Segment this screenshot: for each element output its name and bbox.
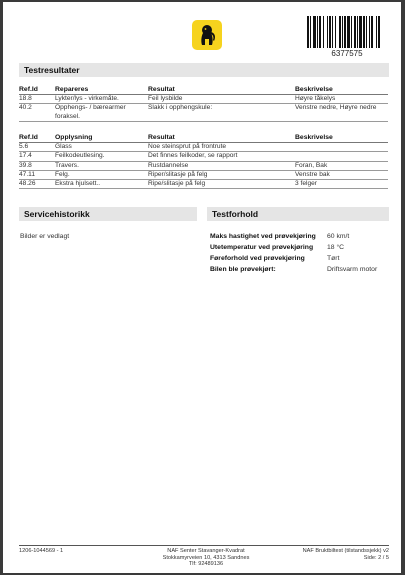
report-page — [3, 2, 401, 573]
table-cell: Felg. — [55, 170, 148, 179]
table-cell: 47.11 — [19, 170, 55, 179]
footer-page-number: Side: 2 / 5 — [363, 554, 389, 561]
lion-icon — [192, 20, 222, 50]
footer-address — [143, 548, 269, 568]
column-header: Opplysning — [55, 134, 148, 143]
condition-label: Utetemperatur ved prøvekjøring — [210, 244, 314, 251]
service-history-text: Bilder er vedlagt — [20, 233, 70, 240]
table-cell: Venstre nedre, Høyre nedre — [295, 104, 388, 122]
footer-center-name: NAF Senter Stavanger-Kvadrat — [167, 548, 245, 554]
table-cell: Opphengs- / bærearmer foraksel. — [55, 104, 148, 122]
condition-row — [210, 266, 390, 277]
table-cell: Slakk i opphengskule: — [148, 104, 295, 122]
repair-table-header-row — [19, 86, 388, 95]
condition-row — [210, 244, 390, 255]
condition-value: 60 km/t — [327, 233, 350, 240]
table-cell: Foran, Bak — [295, 161, 388, 170]
info-table-header-row — [19, 134, 388, 143]
footer-divider — [19, 545, 389, 546]
table-cell — [295, 143, 388, 152]
table-cell: 18.8 — [19, 95, 55, 104]
table-row — [19, 95, 388, 104]
barcode-number: 6377575 — [331, 49, 363, 58]
info-table — [19, 134, 388, 189]
table-row — [19, 170, 388, 179]
condition-row — [210, 255, 390, 266]
table-cell: Ripe/slitasje på felg — [148, 180, 295, 189]
naf-logo — [192, 20, 222, 50]
table-row — [19, 180, 388, 189]
table-cell — [295, 152, 388, 161]
table-cell: 3 felger — [295, 180, 388, 189]
table-cell: Noe steinsprut på frontrute — [148, 143, 295, 152]
table-row — [19, 152, 388, 161]
table-row — [19, 161, 388, 170]
table-cell: Feilkodeutlesing. — [55, 152, 148, 161]
footer-center-street: Stokkamyrveien 10, 4313 Sandnes — [162, 554, 250, 561]
table-cell: Høyre tåkelys — [295, 95, 388, 104]
table-cell: Lykter/lys - virkemåte. — [55, 95, 148, 104]
column-header: Beskrivelse — [295, 86, 388, 95]
table-cell: Glass — [55, 143, 148, 152]
condition-value: 18 °C — [327, 244, 345, 251]
footer-doc-title: NAF Bruktbiltest (tilstandssjekk) v2 — [302, 548, 389, 554]
column-header: Resultat — [148, 134, 295, 143]
table-cell: Feil lysbilde — [148, 95, 295, 104]
condition-label: Maks hastighet ved prøvekjøring — [210, 233, 316, 240]
column-header: Repareres — [55, 86, 148, 95]
test-conditions-table — [210, 233, 390, 277]
barcode — [307, 16, 387, 48]
repair-table — [19, 86, 388, 122]
table-cell: 39.8 — [19, 161, 55, 170]
footer-reference: 1206-1044569 - 1 — [19, 548, 64, 554]
table-cell: Venstre bak — [295, 170, 388, 179]
condition-value: Driftsvarm motor — [327, 266, 378, 273]
footer-doc-info — [279, 548, 389, 561]
test-conditions-header: Testforhold — [207, 207, 389, 221]
table-cell: Travers. — [55, 161, 148, 170]
column-header: Ref.Id — [19, 86, 55, 95]
table-cell: Det finnes feilkoder, se rapport — [148, 152, 295, 161]
column-header: Resultat — [148, 86, 295, 95]
footer-center-phone: Tlf: 92489136 — [188, 561, 224, 568]
condition-row — [210, 233, 390, 244]
table-cell: 5.6 — [19, 143, 55, 152]
column-header: Beskrivelse — [295, 134, 388, 143]
table-row — [19, 143, 388, 152]
condition-value: Tørt — [327, 255, 340, 262]
table-cell: 40.2 — [19, 104, 55, 122]
condition-label: Føreforhold ved prøvekjøring — [210, 255, 305, 262]
table-cell: Ekstra hjulsett.. — [55, 180, 148, 189]
table-cell: Riper/slitasje på felg — [148, 170, 295, 179]
test-results-header: Testresultater — [19, 63, 389, 77]
column-header: Ref.Id — [19, 134, 55, 143]
table-cell: 17.4 — [19, 152, 55, 161]
service-history-header: Servicehistorikk — [19, 207, 197, 221]
table-cell: 48.26 — [19, 180, 55, 189]
table-cell: Rustdannelse — [148, 161, 295, 170]
condition-label: Bilen ble prøvekjørt: — [210, 266, 276, 273]
table-row — [19, 104, 388, 122]
